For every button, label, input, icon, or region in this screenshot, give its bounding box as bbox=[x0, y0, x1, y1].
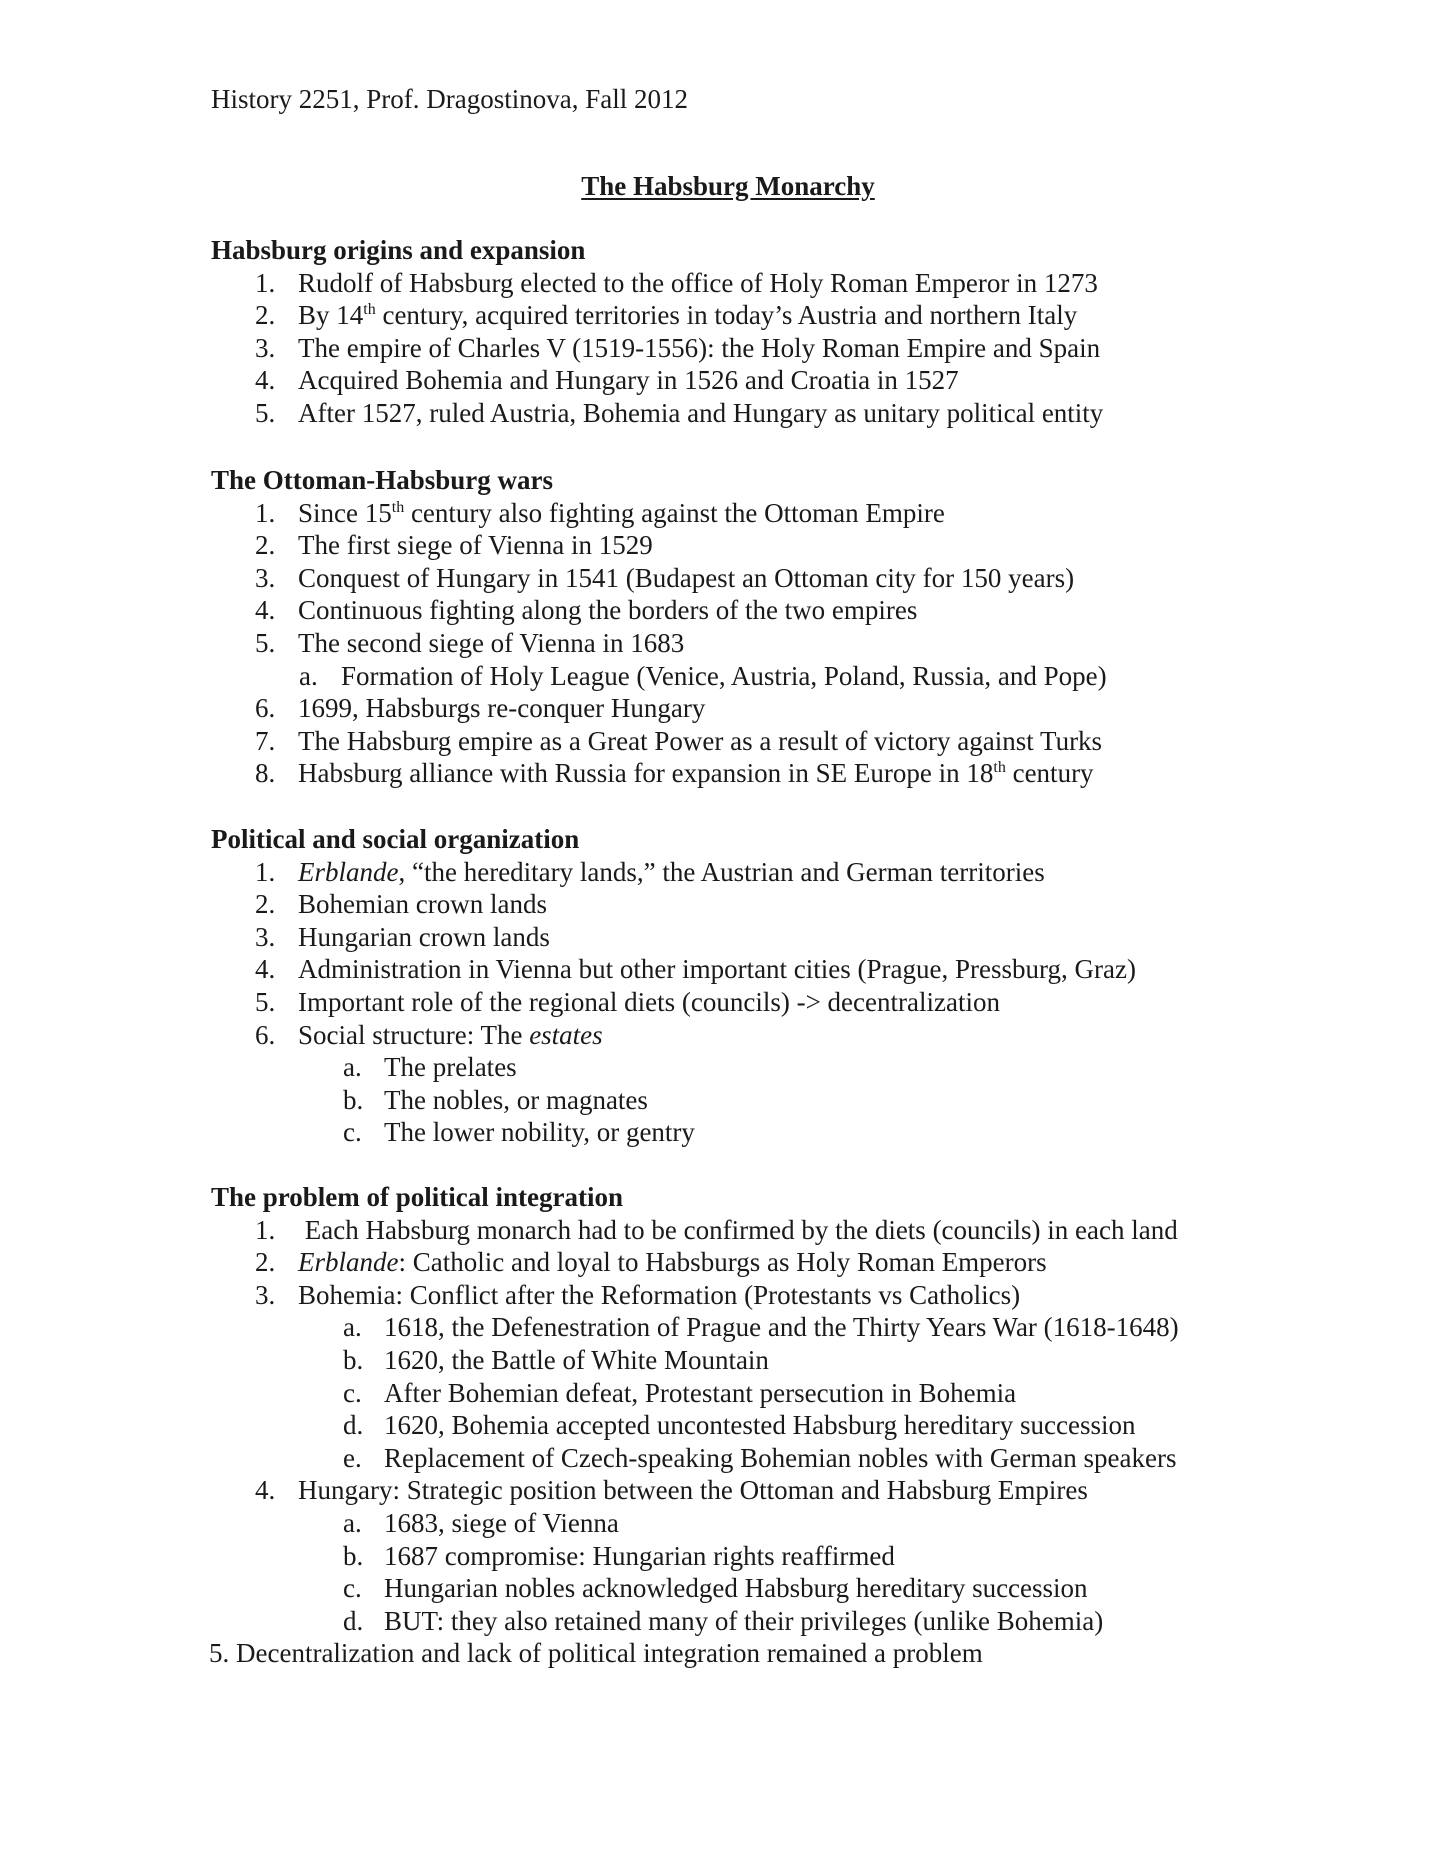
section-heading: The problem of political integration bbox=[211, 1182, 623, 1212]
sub-list-item: a. The prelates bbox=[343, 1052, 517, 1083]
list-item: 2. By 14th century, acquired territories in today’s Austria and northern Italy bbox=[255, 300, 1078, 331]
section-ottoman-wars bbox=[211, 464, 1411, 790]
list-item: 8. Habsburg alliance with Russia for expansion in SE Europe in 18th century bbox=[255, 758, 1094, 789]
list-item: 1. Each Habsburg monarch had to be confirmed by the diets (councils) in each land bbox=[255, 1214, 1178, 1245]
list-item: 7. The Habsburg empire as a Great Power as a result of victory against Turks bbox=[255, 725, 1103, 756]
sub-list-item: b. 1687 compromise: Hungarian rights reaffirmed bbox=[343, 1540, 895, 1571]
list-item: 4. Administration in Vienna but other important cities (Prague, Pressburg, Graz) bbox=[255, 954, 1136, 985]
section-integration bbox=[211, 1181, 1411, 1670]
sub-list-item: c. Hungarian nobles acknowledged Habsburg hereditary succession bbox=[343, 1573, 1088, 1604]
list-item: 4. Acquired Bohemia and Hungary in 1526 and Croatia in 1527 bbox=[255, 365, 959, 396]
list-item: 3. The empire of Charles V (1519-1556): the Holy Roman Empire and Spain bbox=[255, 332, 1101, 363]
list-item: 2. The first siege of Vienna in 1529 bbox=[255, 530, 653, 561]
list-item: 2. Erblande: Catholic and loyal to Habsburgs as Holy Roman Emperors bbox=[255, 1247, 1047, 1278]
list-item: 6. Social structure: The estates bbox=[255, 1019, 603, 1050]
closing-line: 5. Decentralization and lack of political integration remained a problem bbox=[209, 1638, 983, 1669]
sub-list-item: b. The nobles, or magnates bbox=[343, 1084, 648, 1115]
sub-list-item: a. Formation of Holy League (Venice, Austria, Poland, Russia, and Pope) bbox=[299, 660, 1107, 691]
sub-list-item: c. After Bohemian defeat, Protestant persecution in Bohemia bbox=[343, 1377, 1017, 1408]
section-heading: Habsburg origins and expansion bbox=[211, 235, 586, 265]
list-item: 3. Hungarian crown lands bbox=[255, 921, 550, 952]
list-item: 5. The second siege of Vienna in 1683 bbox=[255, 627, 685, 658]
list-item: 3. Conquest of Hungary in 1541 (Budapest an Ottoman city for 150 years) bbox=[255, 562, 1075, 593]
section-origins bbox=[211, 234, 1411, 430]
section-organization bbox=[211, 823, 1411, 1149]
list-item: 5. After 1527, ruled Austria, Bohemia and Hungary as unitary political entity bbox=[255, 397, 1104, 428]
course-header: History 2251, Prof. Dragostinova, Fall 2012 bbox=[211, 84, 688, 114]
list-item: 5. Important role of the regional diets (councils) -> decentralization bbox=[255, 986, 1000, 1017]
list-item: 3. Bohemia: Conflict after the Reformation (Protestants vs Catholics) bbox=[255, 1279, 1021, 1310]
sub-list-item: a. 1683, siege of Vienna bbox=[343, 1507, 619, 1538]
page-title: The Habsburg Monarchy bbox=[581, 171, 875, 201]
list-item: 6. 1699, Habsburgs re-conquer Hungary bbox=[255, 693, 706, 724]
sub-list-item: d. 1620, Bohemia accepted uncontested Habsburg hereditary succession bbox=[343, 1410, 1136, 1441]
list-item: 1. Rudolf of Habsburg elected to the office of Holy Roman Emperor in 1273 bbox=[255, 267, 1098, 298]
sub-list-item: d. BUT: they also retained many of their privileges (unlike Bohemia) bbox=[343, 1605, 1104, 1636]
list-item: 4. Continuous fighting along the borders of the two empires bbox=[255, 595, 918, 626]
list-item: 1. Erblande, “the hereditary lands,” the Austrian and German territories bbox=[255, 856, 1045, 887]
list-item: 4. Hungary: Strategic position between the Ottoman and Habsburg Empires bbox=[255, 1475, 1088, 1506]
sub-list-item: a. 1618, the Defenestration of Prague and the Thirty Years War (1618-1648) bbox=[343, 1312, 1179, 1343]
sub-list-item: b. 1620, the Battle of White Mountain bbox=[343, 1344, 769, 1375]
list-item: 2. Bohemian crown lands bbox=[255, 889, 547, 920]
list-item: 1. Since 15th century also fighting against the Ottoman Empire bbox=[255, 497, 945, 528]
section-heading: Political and social organization bbox=[211, 824, 580, 854]
sub-list-item: e. Replacement of Czech-speaking Bohemian nobles with German speakers bbox=[343, 1442, 1177, 1473]
sub-list-item: c. The lower nobility, or gentry bbox=[343, 1117, 695, 1148]
section-heading: The Ottoman-Habsburg wars bbox=[211, 465, 554, 495]
